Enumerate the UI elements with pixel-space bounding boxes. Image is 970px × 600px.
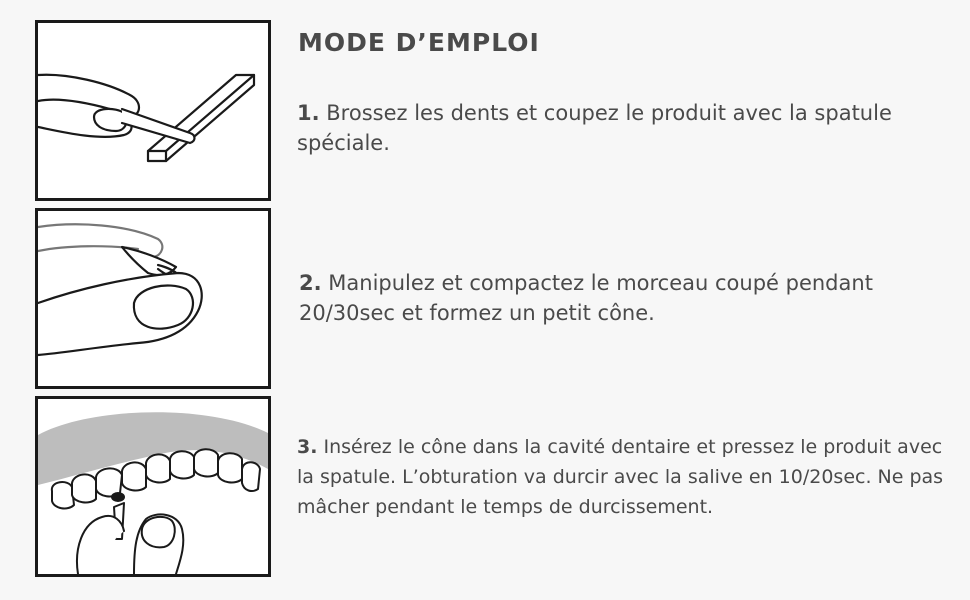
fingers-shaping-cone-icon: [38, 211, 268, 386]
step-2-number: 2.: [299, 271, 322, 295]
step-3-number: 3.: [297, 436, 318, 458]
illustration-panel-1: [35, 20, 271, 201]
step-1: [297, 98, 947, 158]
hand-cutting-bar-icon: [38, 23, 268, 198]
illustration-panel-3: [35, 396, 271, 577]
teeth-filling-cavity-icon: [38, 399, 268, 574]
step-2-text: Manipulez et compactez le morceau coupé pendant 20/30sec et formez un petit cône.: [299, 271, 873, 325]
illustration-panel-2: [35, 208, 271, 389]
step-2: [299, 268, 949, 328]
step-1-text: Brossez les dents et coupez le produit avec la spatule spéciale.: [297, 101, 892, 155]
step-3: [297, 432, 957, 522]
page-title: MODE D’EMPLOI: [298, 28, 540, 57]
step-3-text: Insérez le cône dans la cavité dentaire et pressez le produit avec la spatule. L’obturation va durcir avec la salive en 10/20sec. Ne pas mâcher pendant le temps de durcissement.: [297, 436, 944, 518]
step-1-number: 1.: [297, 101, 320, 125]
